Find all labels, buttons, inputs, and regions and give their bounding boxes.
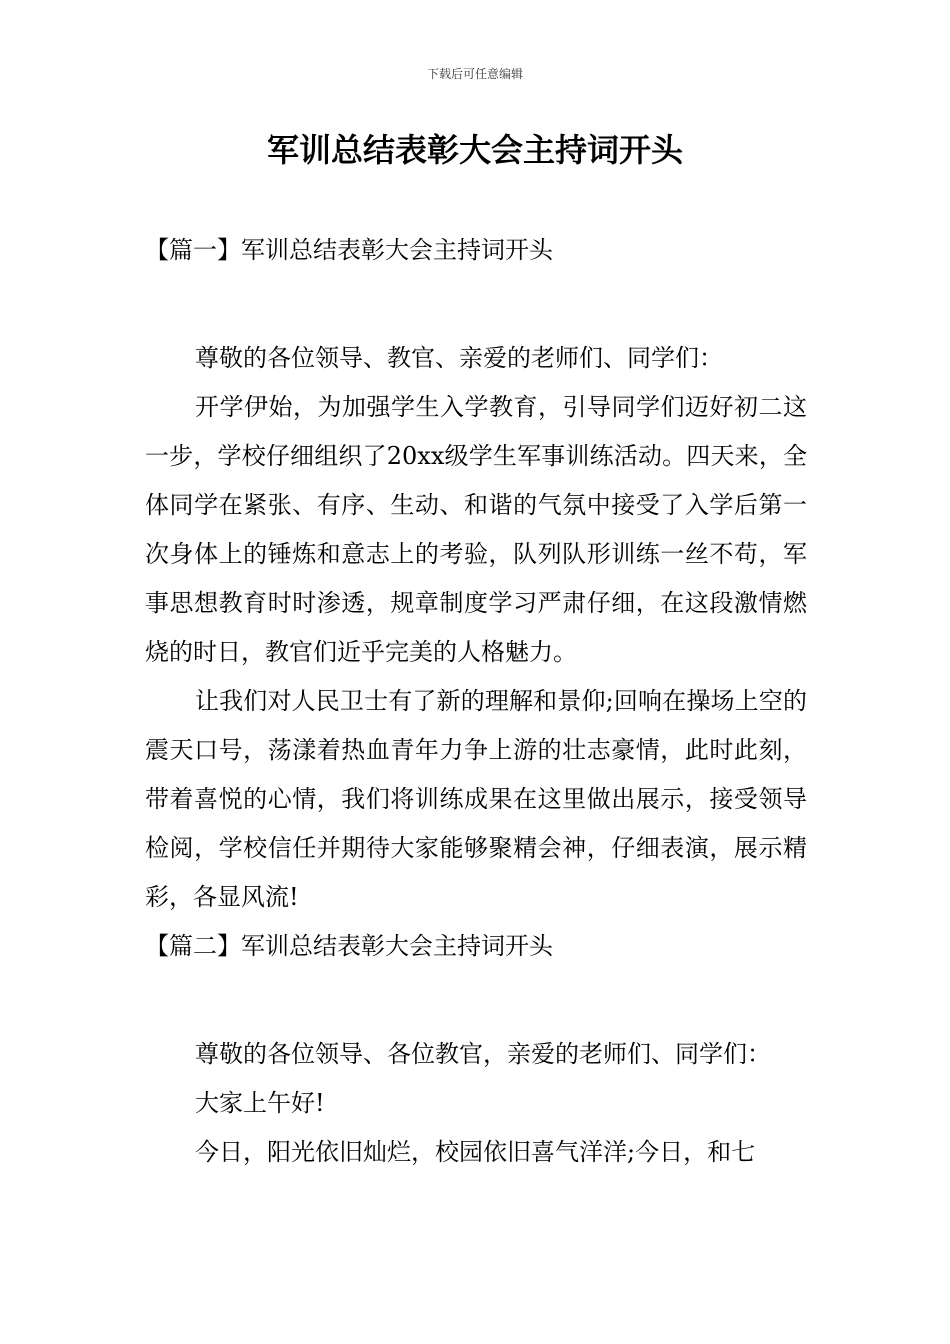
section-heading: 【篇一】军训总结表彰大会主持词开头 — [145, 236, 553, 264]
paragraph: 今日，阳光依旧灿烂，校园依旧喜气洋洋;今日，和七 — [195, 1138, 756, 1166]
section-heading: 【篇二】军训总结表彰大会主持词开头 — [145, 932, 553, 960]
greeting: 大家上午好! — [195, 1089, 325, 1117]
section-2 — [145, 922, 807, 1177]
document-title: 军训总结表彰大会主持词开头 — [266, 131, 683, 169]
document-body — [145, 226, 807, 1177]
header-note: 下载后可任意编辑 — [426, 67, 523, 81]
paragraph: 让我们对人民卫士有了新的理解和景仰;回响在操场上空的震天口号，荡漾着热血青年力争上游的壮志豪情，此时此刻，带着喜悦的心情，我们将训练成果在这里做出展示，接受领导检阅，学校信任并期待大家能够聚精会神，仔细表演，展示精彩，各显风流! — [145, 687, 807, 911]
salutation: 尊敬的各位领导、教官、亲爱的老师们、同学们： — [195, 344, 723, 372]
section-1 — [145, 226, 807, 922]
salutation: 尊敬的各位领导、各位教官，亲爱的老师们、同学们： — [195, 1040, 771, 1068]
paragraph: 开学伊始，为加强学生入学教育，引导同学们迈好初二这一步，学校仔细组织了20xx级学生军事训练活动。四天来，全体同学在紧张、有序、生动、和谐的气氛中接受了入学后第一次身体上的锤炼和意志上的考验，队列队形训练一丝不苟，军事思想教育时时渗透，规章制度学习严肃仔细，在这段激情燃烧的时日，教官们近乎完美的人格魅力。 — [145, 393, 807, 666]
